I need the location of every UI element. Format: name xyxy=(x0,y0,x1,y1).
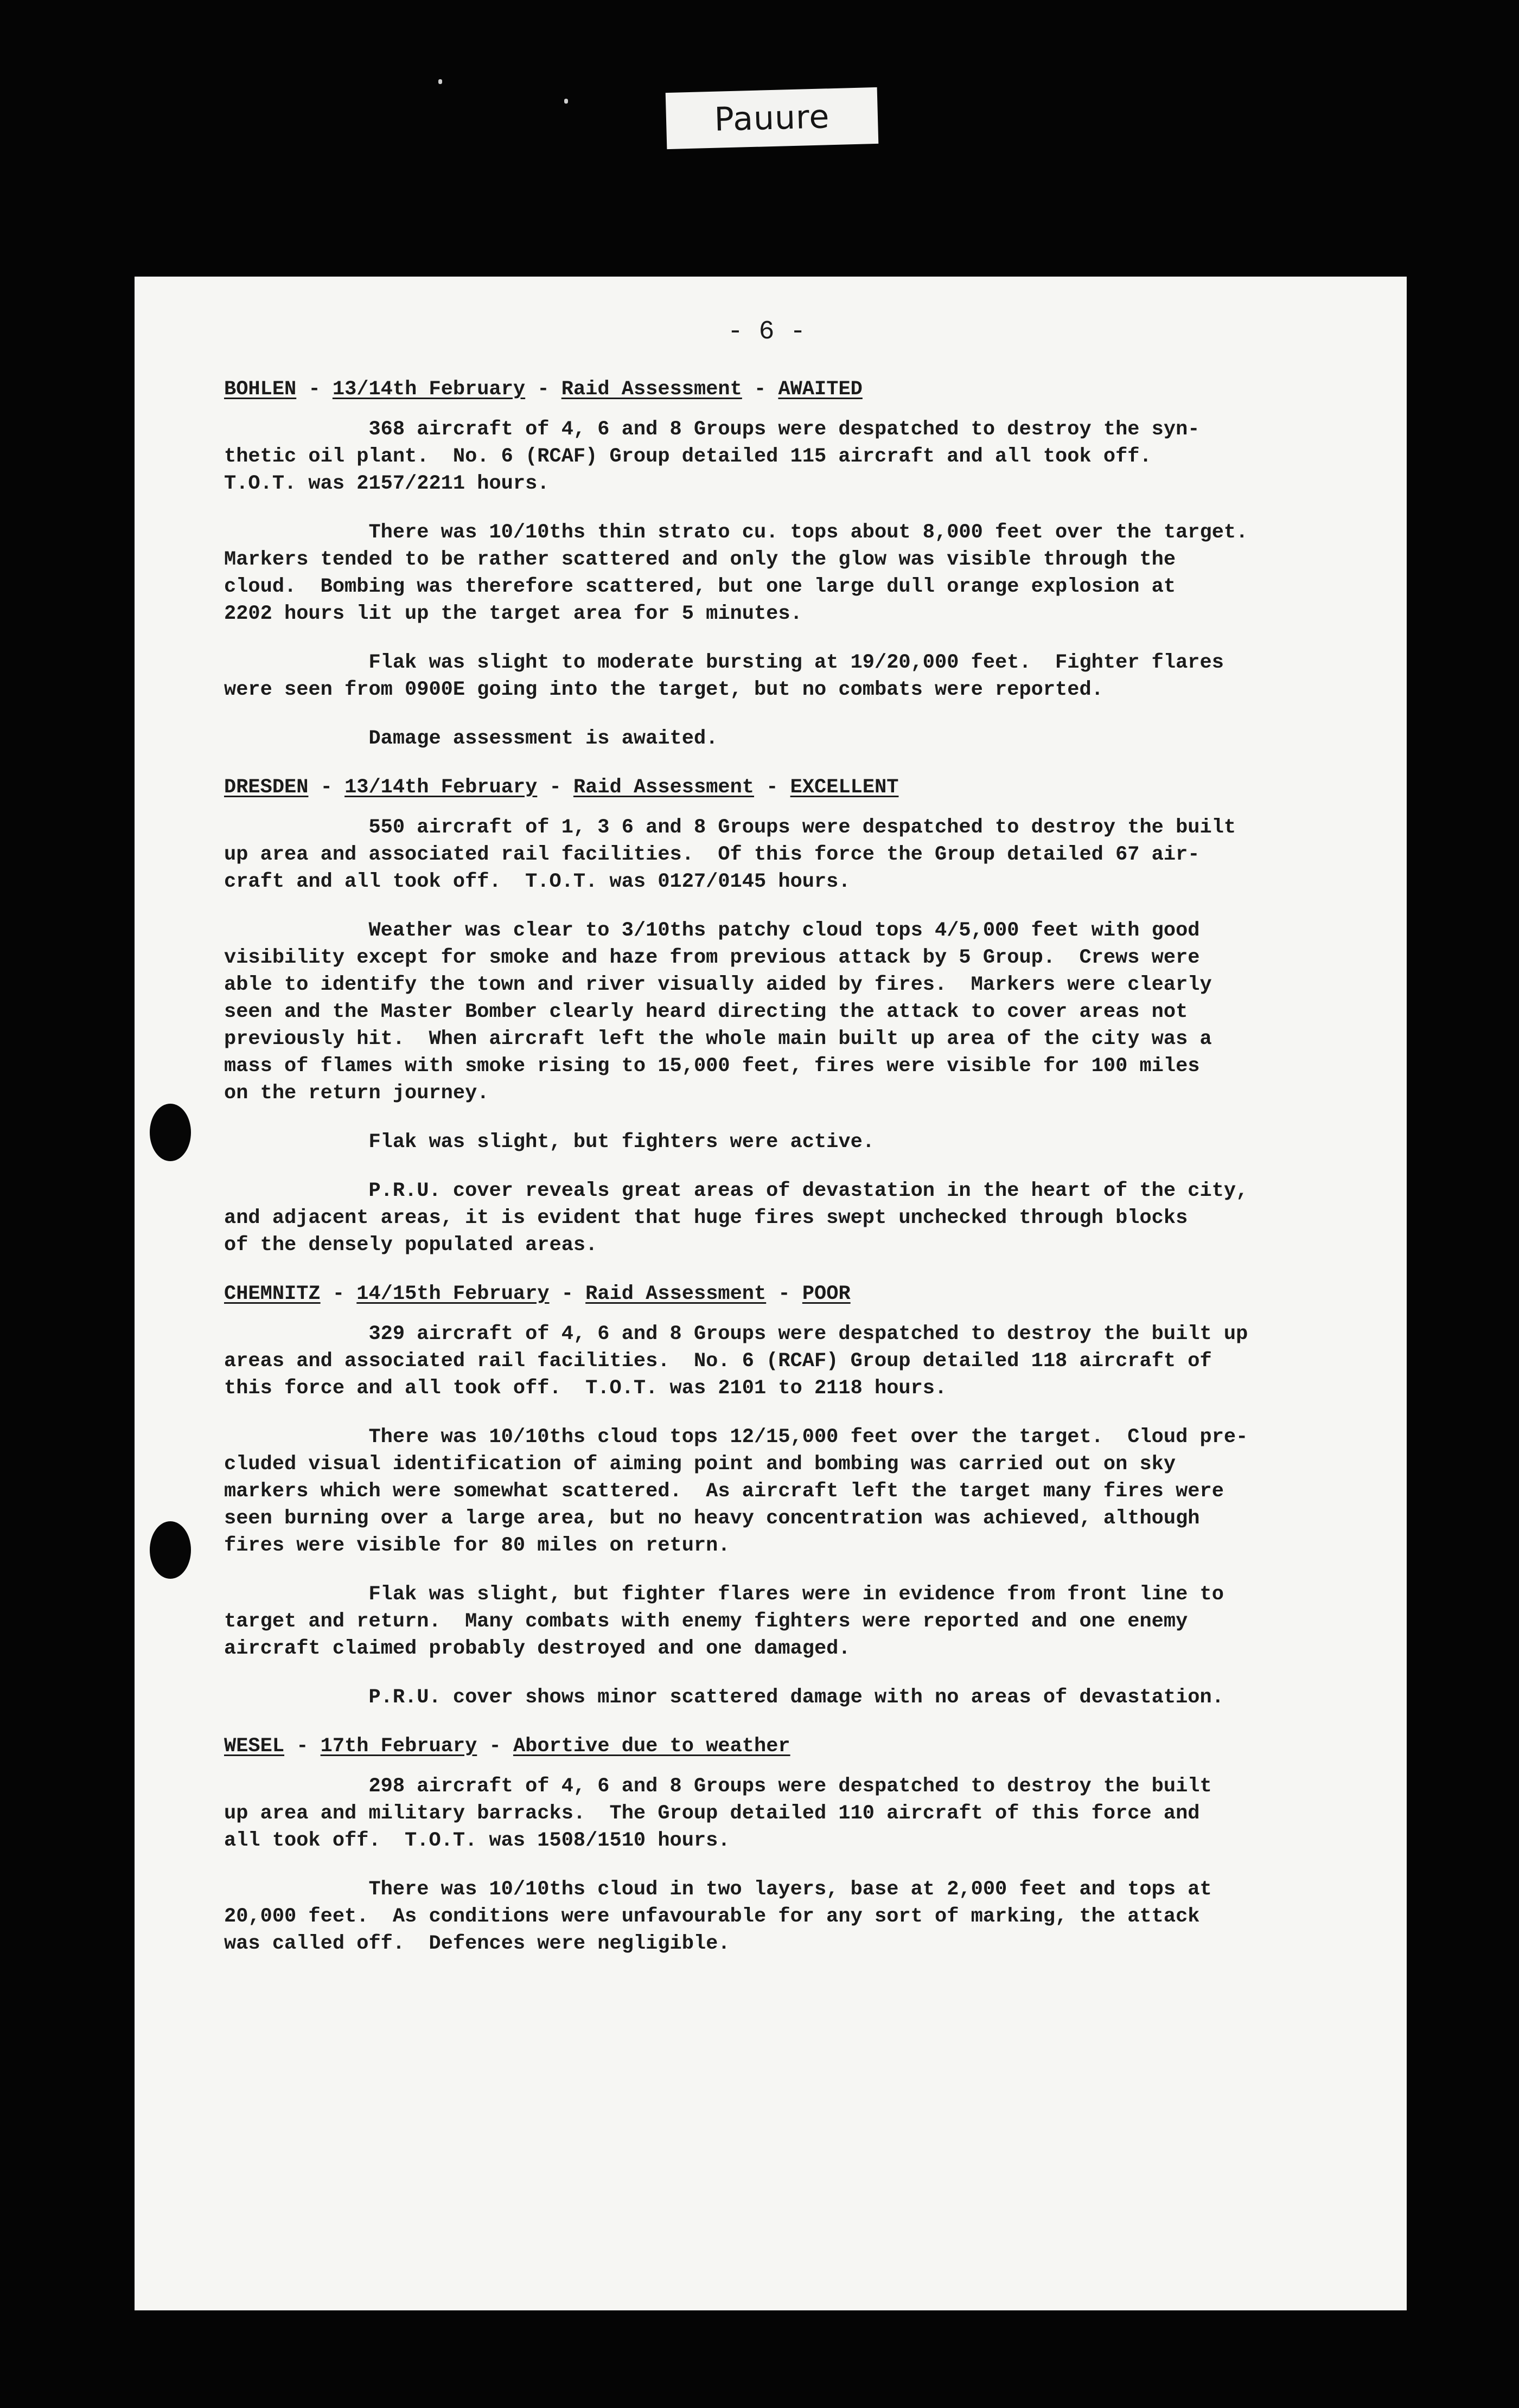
paragraph: P.R.U. cover reveals great areas of devastation in the heart of the city, and adjacent areas, it is evident that huge fires swept unchecked through blocks of the densely populated areas. xyxy=(224,1180,1248,1257)
heading-target: DRESDEN xyxy=(224,776,309,799)
heading-result: POOR xyxy=(802,1283,851,1305)
paragraph: P.R.U. cover shows minor scattered damage with no areas of devastation. xyxy=(224,1686,1224,1709)
handwritten-name-label: Pauure xyxy=(666,87,879,149)
paragraph: There was 10/10ths thin strato cu. tops about 8,000 feet over the target. Markers tended to be rather scattered and only the glow was visible through the cloud. Bombing was therefore scattered, but one large dull orange explosion at 2202 hours lit up the target area for 5 minutes. xyxy=(224,521,1248,625)
heading-date: 14/15th February xyxy=(356,1283,550,1305)
paragraph: 550 aircraft of 1, 3 6 and 8 Groups were despatched to destroy the built up area and associated rail facilities. Of this force the Group detailed 67 air- craft and all took off. T.O.T. was 0127/0145 hours. xyxy=(224,816,1236,893)
heading-date: 13/14th February xyxy=(332,378,526,401)
heading-result: AWAITED xyxy=(778,378,863,401)
heading-target: WESEL xyxy=(224,1735,285,1758)
film-speck xyxy=(564,99,568,104)
film-speck xyxy=(438,79,442,84)
paragraph: Damage assessment is awaited. xyxy=(224,727,718,750)
heading-label: Abortive due to weather xyxy=(513,1735,790,1758)
paragraph: Weather was clear to 3/10ths patchy cloud tops 4/5,000 feet with good visibility except for smoke and haze from previous attack by 5 Group. Crews were able to identify the town and river visually aided by fires. Markers were clearly seen and the Master Bomber clearly heard directing the attack to cover areas not previously hit. When aircraft left the whole main built up area of the city was a mass of flames with smoke rising to 15,000 feet, fires were visible for 100 miles on the return journey. xyxy=(224,919,1212,1105)
heading-target: BOHLEN xyxy=(224,378,297,401)
section-heading-dresden: DRESDEN - 13/14th February - Raid Assessment - EXCELLENT xyxy=(224,776,899,799)
document-page xyxy=(135,277,1407,2310)
heading-target: CHEMNITZ xyxy=(224,1283,321,1305)
paragraph: 298 aircraft of 4, 6 and 8 Groups were despatched to destroy the built up area and military barracks. The Group detailed 110 aircraft of this force and all took off. T.O.T. was 1508/1510 hours. xyxy=(224,1775,1212,1852)
paragraph: There was 10/10ths cloud tops 12/15,000 feet over the target. Cloud pre- cluded visual identification of aiming point and bombing was carried out on sky markers which were somewhat scattered. As aircraft left the target many fires were seen burning over a large area, but no heavy concentration was achieved, although fires were visible for 80 miles on return. xyxy=(224,1426,1248,1557)
paragraph: 368 aircraft of 4, 6 and 8 Groups were despatched to destroy the syn- thetic oil plant. No. 6 (RCAF) Group detailed 115 aircraft and all took off. T.O.T. was 2157/2211 hours. xyxy=(224,418,1200,495)
page-number: - 6 - xyxy=(727,317,806,347)
section-heading-bohlen: BOHLEN - 13/14th February - Raid Assessment - AWAITED xyxy=(224,378,863,401)
heading-label: Raid Assessment xyxy=(561,378,742,401)
heading-label: Raid Assessment xyxy=(585,1283,767,1305)
heading-date: 13/14th February xyxy=(344,776,538,799)
paragraph: Flak was slight, but fighters were active. xyxy=(224,1131,875,1154)
paragraph: There was 10/10ths cloud in two layers, base at 2,000 feet and tops at 20,000 feet. As conditions were unfavourable for any sort of marking, the attack was called off. Defences were negligible. xyxy=(224,1878,1212,1955)
punch-hole xyxy=(150,1104,191,1161)
paragraph: 329 aircraft of 4, 6 and 8 Groups were despatched to destroy the built up areas and associated rail facilities. No. 6 (RCAF) Group detailed 118 aircraft of this force and all took off. T.O.T. was 2101 to 2118 hours. xyxy=(224,1323,1248,1400)
section-heading-wesel: WESEL - 17th February - Abortive due to weather xyxy=(224,1735,790,1758)
paragraph: Flak was slight to moderate bursting at 19/20,000 feet. Fighter flares were seen from 0900E going into the target, but no combats were reported. xyxy=(224,651,1224,701)
paragraph: Flak was slight, but fighter flares were in evidence from front line to target and return. Many combats with enemy fighters were reported and one enemy aircraft claimed probably destroyed and one damaged. xyxy=(224,1583,1224,1660)
punch-hole xyxy=(150,1521,191,1579)
heading-date: 17th February xyxy=(320,1735,477,1758)
heading-label: Raid Assessment xyxy=(573,776,755,799)
section-heading-chemnitz: CHEMNITZ - 14/15th February - Raid Assessment - POOR xyxy=(224,1283,851,1305)
heading-result: EXCELLENT xyxy=(790,776,899,799)
